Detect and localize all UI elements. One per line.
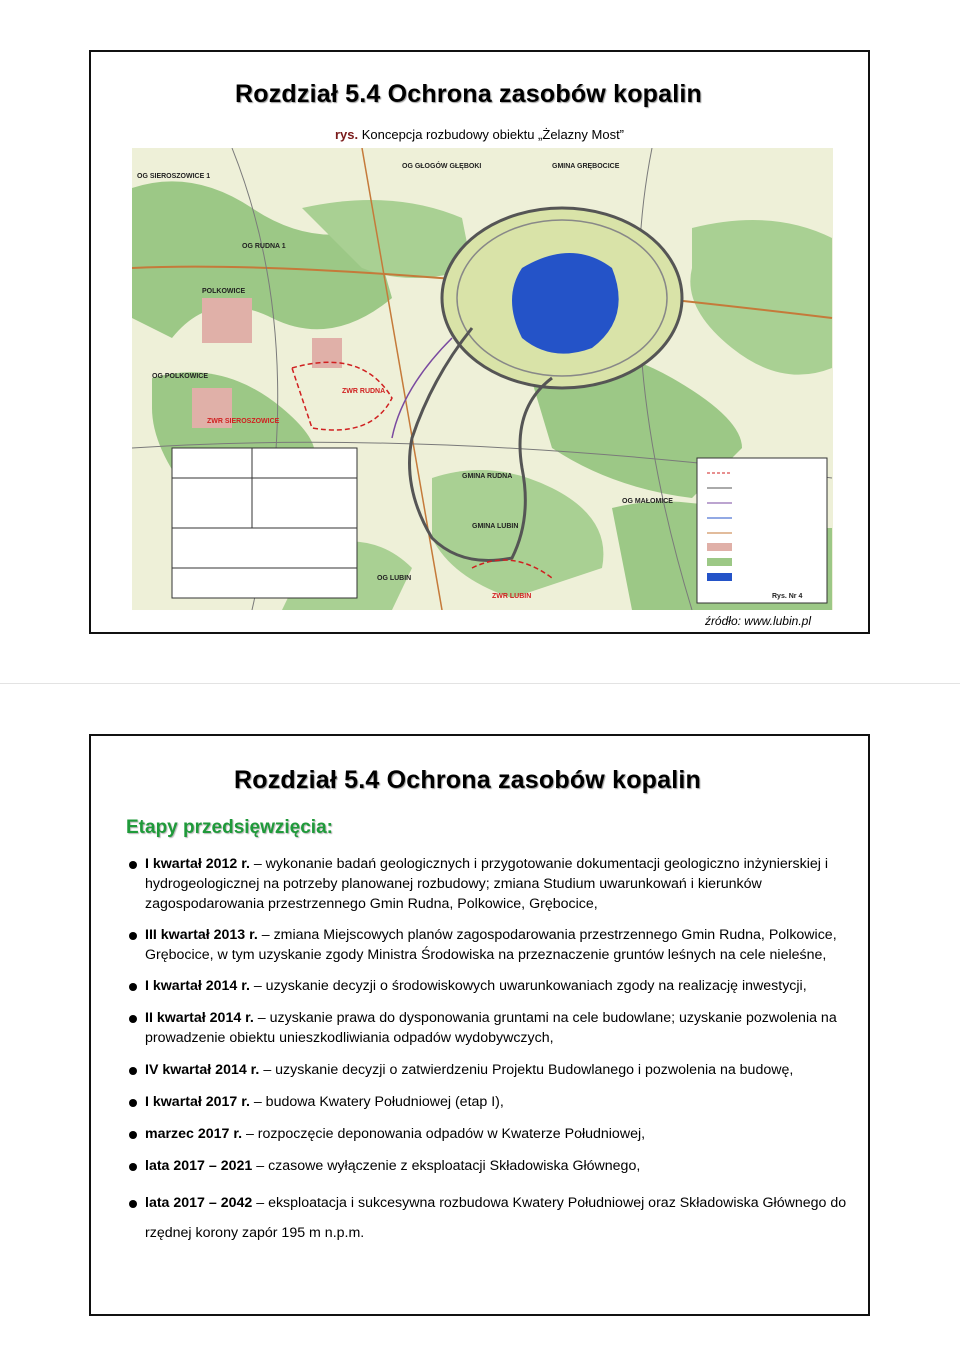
list-item: marzec 2017 r. – rozpoczęcie deponowania odpadów w Kwaterze Południowej, bbox=[127, 1124, 852, 1144]
map-label-gmina-lubin: GMINA LUBIN bbox=[472, 523, 519, 530]
caption-prefix: rys. bbox=[334, 127, 359, 142]
list-item: I kwartał 2014 r. – uzyskanie decyzji o środowiskowych uwarunkowaniach zgody na realizację inwestycji, bbox=[127, 976, 852, 996]
list-item: I kwartał 2012 r. – wykonanie badań geologicznych i przygotowanie dokumentacji geologiczno inżynierskiej i hydrogeologicznej na potrzeby planowanej rozbudowy; zmiana Studium uwarunkowań i kierunków zagospodarowania przestrzennego Gmin Rudna, Polkowice, Grębocice, bbox=[127, 854, 852, 914]
map-label-og-malomice: OG MAŁOMICE bbox=[622, 498, 673, 505]
map-label-polkowice-town: POLKOWICE bbox=[202, 288, 246, 295]
map-label-rys-no: Rys. Nr 4 bbox=[772, 593, 803, 600]
map-label-rudna1: OG RUDNA 1 bbox=[242, 243, 286, 250]
list-item: I kwartał 2017 r. – budowa Kwatery Południowej (etap I), bbox=[127, 1092, 852, 1112]
map-label-gmina-grebocice: GMINA GRĘBOCICE bbox=[552, 163, 620, 170]
list-item: IV kwartał 2014 r. – uzyskanie decyzji o zatwierdzeniu Projektu Budowlanego i pozwolenia na budowę, bbox=[127, 1060, 852, 1080]
bullet-icon bbox=[129, 983, 137, 991]
bullet-icon bbox=[129, 932, 137, 940]
map-label-og-lubin: OG LUBIN bbox=[377, 575, 412, 582]
stages-list bbox=[127, 854, 852, 1248]
bullet-icon bbox=[129, 1067, 137, 1075]
map-label-og-gilow: OG GŁOGÓW GŁĘBOKI bbox=[402, 163, 482, 170]
map-label-zwr-rudna: ZWR RUDNA bbox=[342, 388, 386, 395]
slide-stages bbox=[89, 734, 870, 1316]
list-item: III kwartał 2013 r. – zmiana Miejscowych planów zagospodarowania przestrzennego Gmin Rudna, Polkowice, Grębocice, w tym uzyskanie zgody Ministra Środowiska na przeznaczenie gruntów leśnych na cele nieleśne, bbox=[127, 925, 852, 965]
list-item: II kwartał 2014 r. – uzyskanie prawa do dysponowania gruntami na cele budowlane; uzyskanie pozwolenia na prowadzenie obiektu unieszkodliwiania odpadów wydobywczych, bbox=[127, 1008, 852, 1048]
map-label-zwr-sieroszowice: ZWR SIEROSZOWICE bbox=[207, 418, 280, 425]
slide-title: Rozdział 5.4 Ochrona zasobów kopalin bbox=[235, 80, 703, 108]
list-item: lata 2017 – 2021 – czasowe wyłączenie z eksploatacji Składowiska Głównego, bbox=[127, 1156, 852, 1176]
slide-map bbox=[89, 50, 870, 634]
bullet-icon bbox=[129, 1200, 137, 1208]
map-label-sieroszowice: OG SIEROSZOWICE 1 bbox=[137, 173, 211, 180]
slide-title: Rozdział 5.4 Ochrona zasobów kopalin bbox=[234, 766, 702, 794]
bullet-icon bbox=[129, 1015, 137, 1023]
bullet-icon bbox=[129, 1163, 137, 1171]
bullet-icon bbox=[129, 1131, 137, 1139]
map-label-polkowice-og: OG POLKOWICE bbox=[152, 373, 208, 380]
bullet-icon bbox=[129, 1099, 137, 1107]
caption-text: Koncepcja rozbudowy obiektu „Żelazny Most” bbox=[358, 127, 625, 142]
map-label-zwr-lubin: ZWR LUBIN bbox=[492, 593, 532, 600]
bullet-icon bbox=[129, 861, 137, 869]
figure-source: źródło: www.lubin.pl bbox=[704, 614, 811, 628]
map-label-gmina-rudna: GMINA RUDNA bbox=[462, 473, 513, 480]
expansion-concept-map bbox=[132, 148, 833, 610]
figure-caption bbox=[91, 127, 868, 142]
section-subtitle: Etapy przedsięwzięcia: bbox=[126, 817, 333, 838]
list-item: lata 2017 – 2042 – eksploatacja i sukcesywna rozbudowa Kwatery Południowej oraz Składowiska Głównego do rzędnej korony zapór 195 m n.p.m. bbox=[127, 1188, 852, 1248]
page-separator bbox=[0, 683, 960, 684]
